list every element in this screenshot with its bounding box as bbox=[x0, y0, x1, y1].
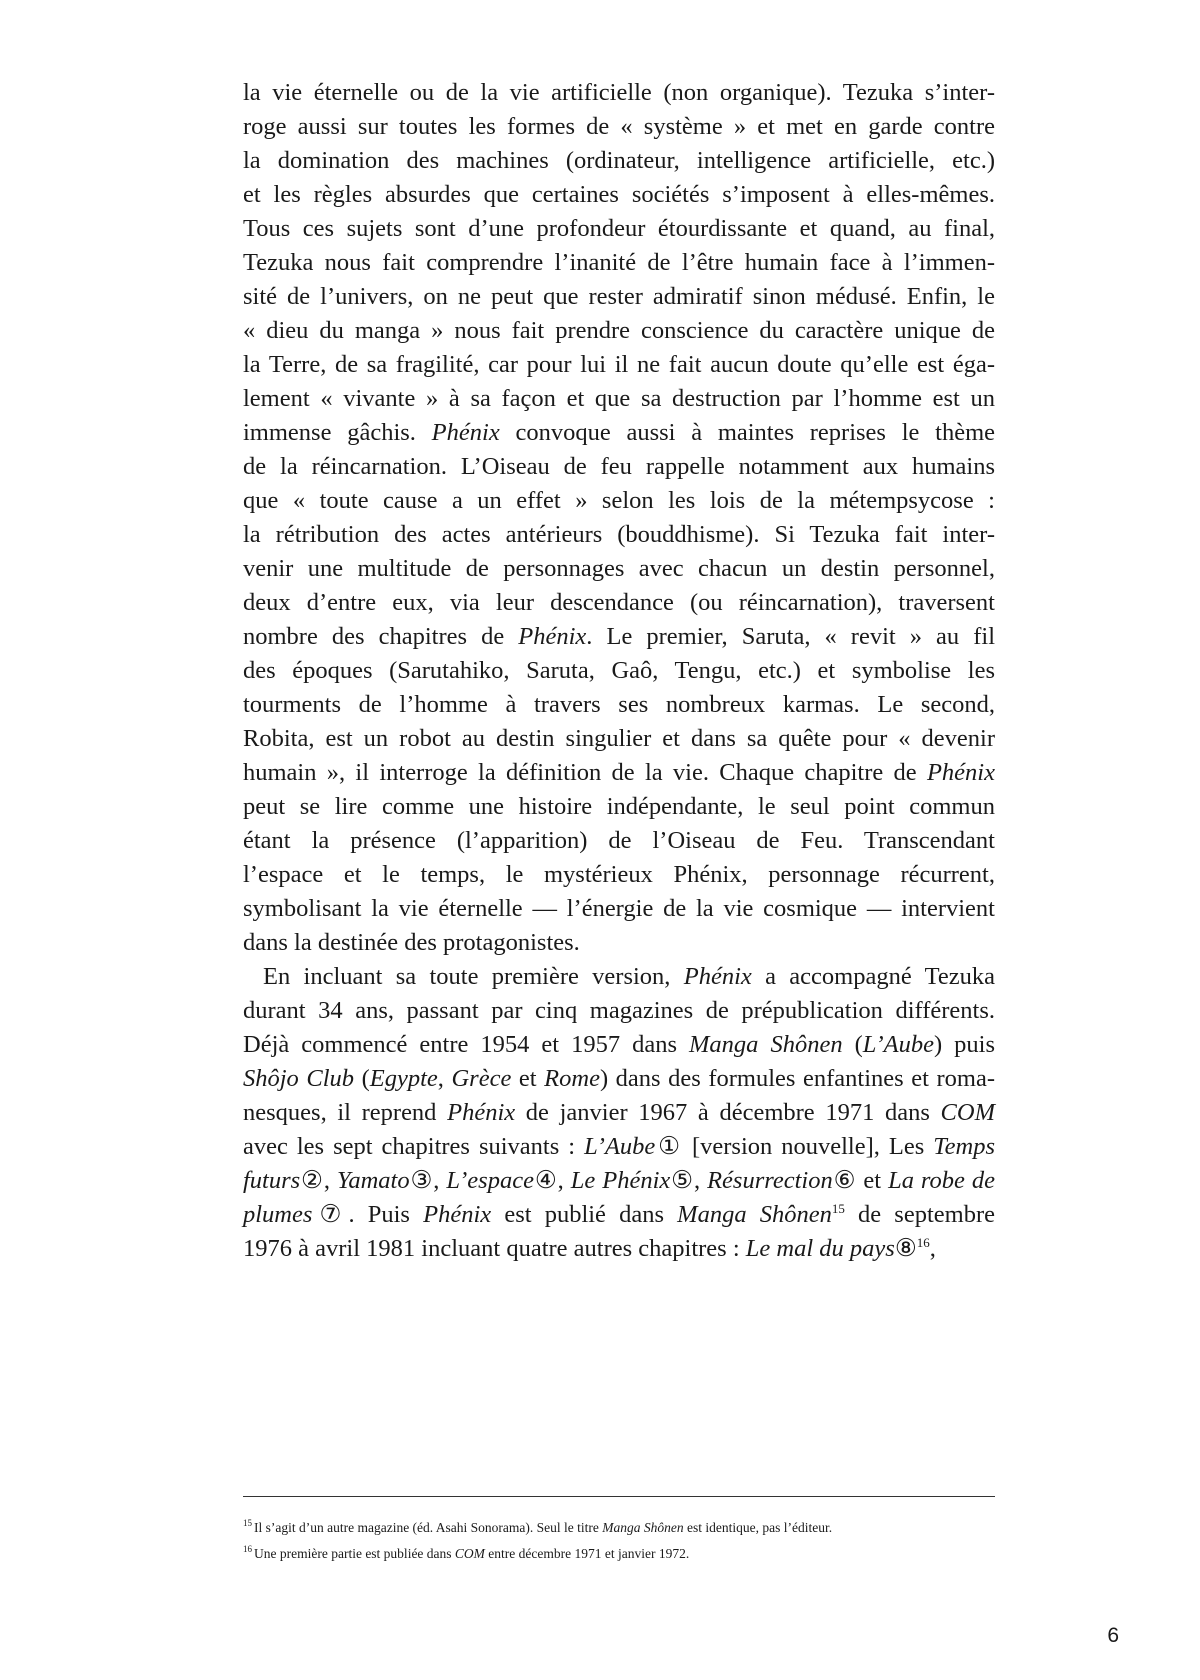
text-run: la vie éternelle ou de la vie artificielle (non organique). Tezuka s’inter- bbox=[243, 79, 995, 106]
italic-title: Le Phénix bbox=[570, 1167, 671, 1194]
italic-title: Phénix bbox=[431, 419, 500, 446]
text-run: ) dans des formules enfantines et roma- bbox=[599, 1065, 995, 1092]
text-run: ① [version nouvelle], Les bbox=[655, 1133, 934, 1160]
text-run: ④, bbox=[533, 1167, 571, 1194]
text-run: Tezuka nous fait comprendre l’inanité de l’être humain face à l’immen- bbox=[243, 249, 995, 276]
italic-title: L’Aube bbox=[862, 1031, 934, 1058]
italic-title: L’Aube bbox=[584, 1133, 656, 1160]
text-line bbox=[243, 246, 995, 280]
text-line bbox=[243, 1028, 995, 1062]
text-run: ⑥ et bbox=[832, 1167, 889, 1194]
text-line bbox=[243, 722, 995, 756]
text-run: convoque aussi à maintes reprises le thème bbox=[499, 419, 996, 446]
text-run: humain », il interroge la définition de la vie. Chaque chapitre de bbox=[243, 759, 927, 786]
text-run: ⑦. Puis bbox=[312, 1201, 424, 1228]
footnotes bbox=[243, 1515, 995, 1567]
text-run: peut se lire comme une histoire indépendante, le seul point commun bbox=[243, 793, 995, 820]
italic-title: Phénix bbox=[683, 963, 752, 990]
italic-title: Phénix bbox=[926, 759, 995, 786]
text-line bbox=[243, 790, 995, 824]
text-line bbox=[243, 824, 995, 858]
text-run: 1976 à avril 1981 incluant quatre autres chapitres : bbox=[243, 1235, 746, 1262]
text-run: ②, bbox=[300, 1167, 337, 1194]
italic-title: COM bbox=[940, 1099, 995, 1126]
text-line bbox=[243, 892, 995, 926]
footnote bbox=[243, 1515, 995, 1541]
text-line bbox=[243, 994, 995, 1028]
italic-title: Phénix bbox=[423, 1201, 492, 1228]
italic-title: Le mal du pays bbox=[745, 1235, 895, 1262]
text-run: des époques (Sarutahiko, Saruta, Gaô, Tengu, etc.) et symbolise les bbox=[243, 657, 995, 684]
italic-title: Grèce bbox=[451, 1065, 512, 1092]
text-run: la Terre, de sa fragilité, car pour lui il ne fait aucun doute qu’elle est éga- bbox=[243, 351, 995, 378]
italic-title: Manga Shônen bbox=[677, 1201, 832, 1228]
italic-title: Temps bbox=[933, 1133, 995, 1160]
text-run: Une première partie est publiée dans bbox=[254, 1546, 455, 1561]
text-line bbox=[243, 552, 995, 586]
text-run: nesques, il reprend bbox=[243, 1099, 448, 1126]
text-run: symbolisant la vie éternelle — l’énergie de la vie cosmique — intervient bbox=[243, 895, 995, 922]
text-line bbox=[243, 314, 995, 348]
text-line bbox=[243, 1062, 995, 1096]
text-line bbox=[243, 688, 995, 722]
text-run: ) puis bbox=[933, 1031, 995, 1058]
text-run: immense gâchis. bbox=[243, 419, 432, 446]
text-run: venir une multitude de personnages avec chacun un destin personnel, bbox=[243, 555, 995, 582]
text-run: que « toute cause a un effet » selon les lois de la métempsycose : bbox=[243, 487, 995, 514]
text-line bbox=[243, 110, 995, 144]
text-run: lement « vivante » à sa façon et que sa destruction par l’homme est un bbox=[243, 385, 995, 412]
text-run: étant la présence (l’apparition) de l’Oiseau de Feu. Transcendant bbox=[243, 827, 995, 854]
text-line bbox=[243, 1232, 995, 1266]
text-run: entre décembre 1971 et janvier 1972. bbox=[484, 1546, 690, 1561]
text-run: Il s’agit d’un autre magazine (éd. Asahi Sonorama). Seul le titre bbox=[254, 1520, 603, 1535]
footnote-number: 15 bbox=[243, 1518, 252, 1528]
text-run: tourments de l’homme à travers ses nombreux karmas. Le second, bbox=[243, 691, 995, 718]
text-run: durant 34 ans, passant par cinq magazines de prépublication différents. bbox=[243, 997, 995, 1024]
text-line bbox=[243, 280, 995, 314]
text-line bbox=[243, 348, 995, 382]
text-run: l’espace et le temps, le mystérieux Phénix, personnage récurrent, bbox=[243, 861, 995, 888]
text-run: En incluant sa toute première version, bbox=[263, 963, 684, 990]
text-line bbox=[243, 756, 995, 790]
text-line bbox=[243, 1130, 995, 1164]
text-line bbox=[243, 586, 995, 620]
text-run: a accompagné Tezuka bbox=[751, 963, 995, 990]
text-line bbox=[243, 1198, 995, 1232]
text-run: Robita, est un robot au destin singulier et dans sa quête pour « devenir bbox=[243, 725, 995, 752]
text-run: de janvier 1967 à décembre 1971 dans bbox=[515, 1099, 941, 1126]
text-run: la domination des machines (ordinateur, intelligence artificielle, etc.) bbox=[243, 147, 995, 174]
text-run: nombre des chapitres de bbox=[243, 623, 519, 650]
footnote-reference: 15 bbox=[831, 1201, 845, 1216]
text-line bbox=[243, 416, 995, 450]
text-run: la rétribution des actes antérieurs (bouddhisme). Si Tezuka fait inter- bbox=[243, 521, 995, 548]
text-line bbox=[243, 450, 995, 484]
text-line bbox=[243, 76, 995, 110]
text-run: ( bbox=[842, 1031, 863, 1058]
text-line bbox=[243, 858, 995, 892]
page-number: 6 bbox=[1107, 1624, 1119, 1647]
footnote bbox=[243, 1541, 995, 1567]
italic-title: Rome bbox=[544, 1065, 600, 1092]
text-run: deux d’entre eux, via leur descendance (ou réincarnation), traversent bbox=[243, 589, 995, 616]
italic-title: Résurrection bbox=[707, 1167, 833, 1194]
italic-title: Egypte bbox=[369, 1065, 438, 1092]
footnote-separator bbox=[243, 1496, 995, 1497]
text-run: . Le premier, Saruta, « revit » au fil bbox=[586, 623, 995, 650]
text-run: et bbox=[511, 1065, 545, 1092]
text-line bbox=[243, 1096, 995, 1130]
text-line bbox=[243, 484, 995, 518]
italic-title: COM bbox=[454, 1546, 485, 1561]
italic-title: Phénix bbox=[447, 1099, 516, 1126]
text-run: « dieu du manga » nous fait prendre conscience du caractère unique de bbox=[243, 317, 995, 344]
body-text bbox=[243, 76, 995, 1266]
italic-title: Manga Shônen bbox=[689, 1031, 843, 1058]
text-run: de la réincarnation. L’Oiseau de feu rappelle notamment aux humains bbox=[243, 453, 995, 480]
footnote-reference: 16 bbox=[916, 1235, 930, 1250]
text-run: , bbox=[929, 1235, 936, 1262]
text-run: dans la destinée des protagonistes. bbox=[243, 929, 580, 956]
italic-title: Manga Shônen bbox=[602, 1520, 684, 1535]
text-run: , bbox=[437, 1065, 452, 1092]
text-run: roge aussi sur toutes les formes de « système » et met en garde contre bbox=[243, 113, 995, 140]
italic-title: futurs bbox=[243, 1167, 301, 1194]
text-line bbox=[243, 654, 995, 688]
text-run: ( bbox=[354, 1065, 370, 1092]
text-line bbox=[243, 960, 995, 994]
text-line bbox=[243, 1164, 995, 1198]
text-run: ⑧ bbox=[894, 1235, 917, 1262]
italic-title: L’espace bbox=[446, 1167, 534, 1194]
text-run: et les règles absurdes que certaines sociétés s’imposent à elles-mêmes. bbox=[243, 181, 995, 208]
italic-title: La robe de bbox=[888, 1167, 996, 1194]
text-line bbox=[243, 926, 995, 960]
italic-title: plumes bbox=[243, 1201, 313, 1228]
italic-title: Yamato bbox=[336, 1167, 410, 1194]
text-run: est identique, pas l’éditeur. bbox=[683, 1520, 833, 1535]
text-run: ③, bbox=[409, 1167, 447, 1194]
text-line bbox=[243, 144, 995, 178]
text-line bbox=[243, 620, 995, 654]
italic-title: Shôjo Club bbox=[243, 1065, 355, 1092]
text-run: Déjà commencé entre 1954 et 1957 dans bbox=[243, 1031, 690, 1058]
text-run: est publié dans bbox=[491, 1201, 678, 1228]
text-line bbox=[243, 518, 995, 552]
text-run: ⑤, bbox=[670, 1167, 708, 1194]
text-run: avec les sept chapitres suivants : bbox=[243, 1133, 585, 1160]
text-line bbox=[243, 178, 995, 212]
italic-title: Phénix bbox=[518, 623, 587, 650]
text-line bbox=[243, 212, 995, 246]
text-run: sité de l’univers, on ne peut que rester admiratif sinon médusé. Enfin, le bbox=[243, 283, 995, 310]
text-run: de septembre bbox=[844, 1201, 995, 1228]
footnote-number: 16 bbox=[243, 1544, 252, 1554]
text-line bbox=[243, 382, 995, 416]
text-run: Tous ces sujets sont d’une profondeur étourdissante et quand, au final, bbox=[243, 215, 995, 242]
